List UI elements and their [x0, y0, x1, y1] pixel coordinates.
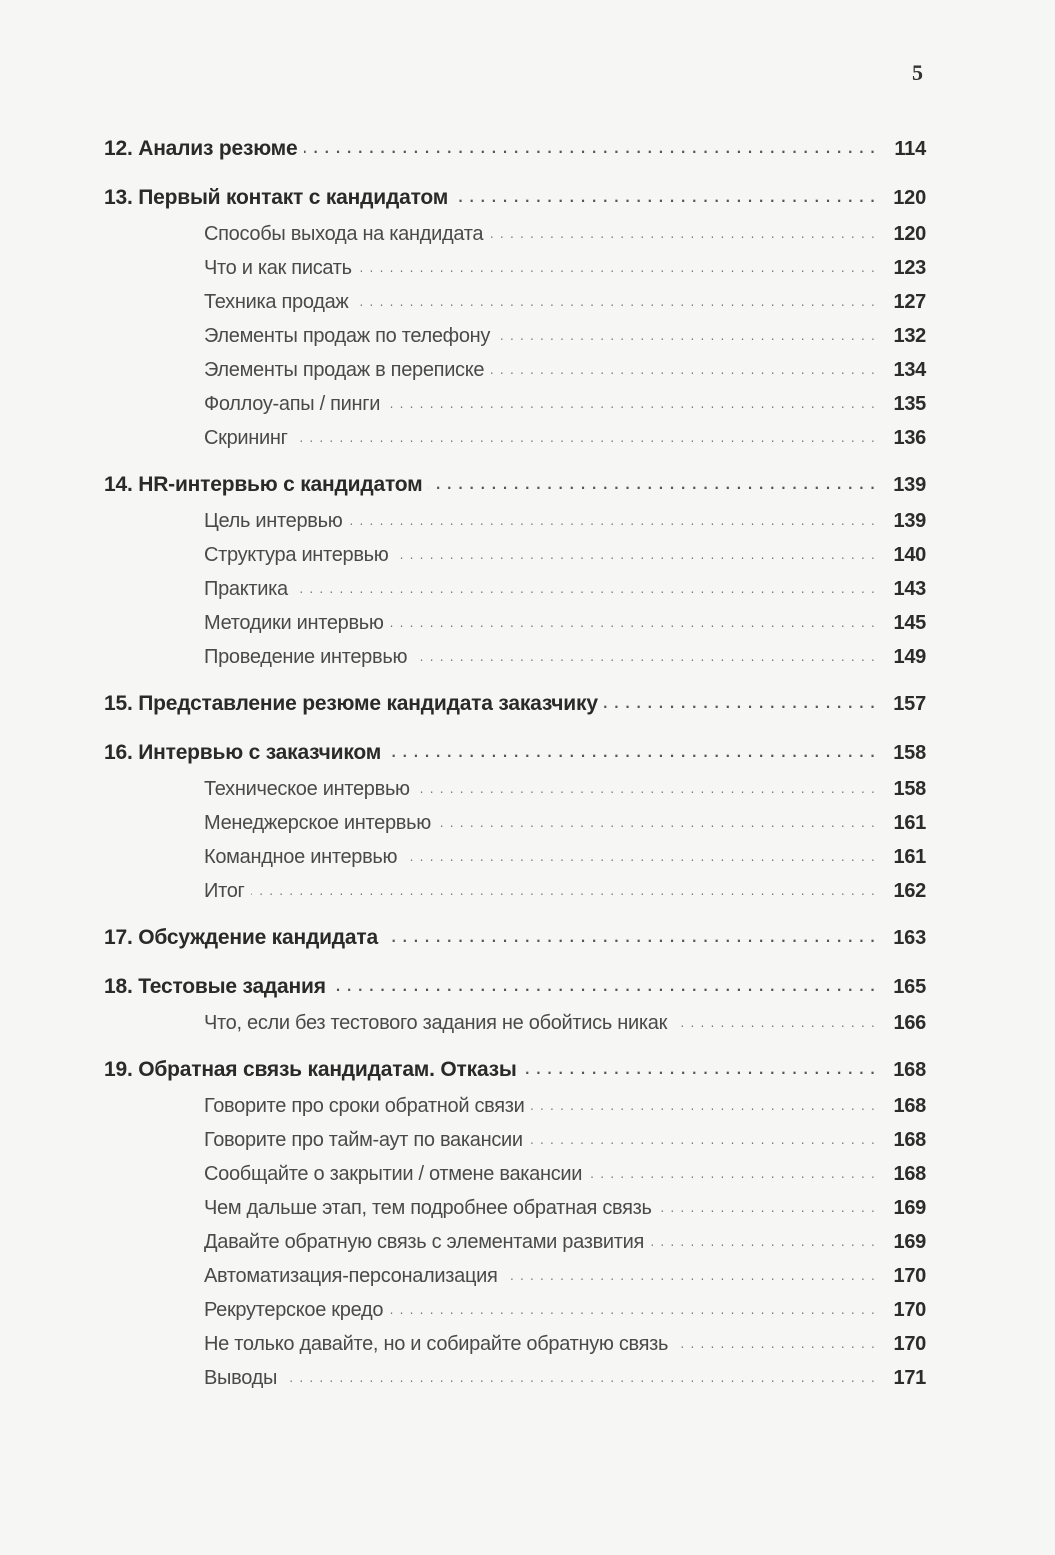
dot-leader — [358, 261, 876, 275]
section-page-number: 166 — [893, 1012, 926, 1034]
toc-section-entry[interactable] — [104, 427, 926, 461]
chapter-title: 14. HR-интервью с кандидатом — [104, 473, 423, 496]
dot-leader — [294, 431, 876, 445]
page-number: 5 — [912, 60, 923, 85]
section-title: Элементы продаж в переписке — [204, 359, 485, 381]
dot-leader — [354, 295, 876, 309]
dot-leader — [673, 1016, 876, 1030]
dot-leader — [416, 782, 876, 796]
section-page-number: 120 — [893, 223, 926, 245]
toc-chapter-entry[interactable] — [104, 692, 926, 729]
toc-chapter-12 — [104, 137, 926, 174]
section-page-number: 169 — [893, 1231, 926, 1253]
section-page-number: 145 — [893, 612, 926, 634]
section-title: Цель интервью — [204, 510, 343, 532]
toc-section-entry[interactable] — [104, 812, 926, 846]
section-page-number: 171 — [893, 1367, 926, 1389]
toc-section-entry[interactable] — [104, 223, 926, 257]
dot-leader — [386, 397, 876, 411]
dot-leader — [490, 363, 876, 377]
section-title: Техника продаж — [204, 291, 349, 313]
section-title: Менеджерское интервью — [204, 812, 431, 834]
section-page-number: 168 — [893, 1095, 926, 1117]
section-title: Говорите про тайм-аут по вакансии — [204, 1129, 523, 1151]
toc-chapter-15 — [104, 692, 926, 729]
dot-leader — [496, 329, 876, 343]
dot-leader — [390, 616, 876, 630]
dot-leader — [332, 980, 876, 994]
section-title: Автоматизация-персонализация — [204, 1265, 498, 1287]
toc-section-entry[interactable] — [104, 544, 926, 578]
section-page-number: 168 — [893, 1129, 926, 1151]
chapter-page-number: 120 — [893, 187, 926, 209]
toc-chapter-14 — [104, 473, 926, 680]
section-page-number: 168 — [893, 1163, 926, 1185]
table-of-contents — [104, 137, 926, 1413]
toc-section-entry[interactable] — [104, 1333, 926, 1367]
dot-leader — [529, 1133, 876, 1147]
dot-leader — [294, 582, 876, 596]
section-title: Практика — [204, 578, 288, 600]
chapter-page-number: 165 — [893, 976, 926, 998]
chapter-page-number: 139 — [893, 474, 926, 496]
chapter-title: 12. Анализ резюме — [104, 137, 298, 160]
toc-chapter-entry[interactable] — [104, 137, 926, 174]
dot-leader — [674, 1337, 876, 1351]
toc-section-entry[interactable] — [104, 1367, 926, 1401]
toc-chapter-entry[interactable] — [104, 1058, 926, 1095]
section-page-number: 140 — [893, 544, 926, 566]
toc-section-entry[interactable] — [104, 1012, 926, 1046]
toc-section-entry[interactable] — [104, 1163, 926, 1197]
dot-leader — [394, 548, 876, 562]
toc-chapter-entry[interactable] — [104, 926, 926, 963]
section-title: Проведение интервью — [204, 646, 408, 668]
toc-chapter-16 — [104, 741, 926, 914]
dot-leader — [251, 884, 876, 898]
section-title: Что, если без тестового задания не обойтись никак — [204, 1012, 668, 1034]
chapter-title: 17. Обсуждение кандидата — [104, 926, 378, 949]
section-title: Элементы продаж по телефону — [204, 325, 491, 347]
toc-section-entry[interactable] — [104, 578, 926, 612]
toc-section-entry[interactable] — [104, 393, 926, 427]
section-title: Не только давайте, но и собирайте обратную связь — [204, 1333, 669, 1355]
section-page-number: 169 — [893, 1197, 926, 1219]
section-page-number: 134 — [893, 359, 926, 381]
toc-section-entry[interactable] — [104, 359, 926, 393]
toc-section-entry[interactable] — [104, 1299, 926, 1333]
chapter-page-number: 158 — [893, 742, 926, 764]
section-page-number: 123 — [893, 257, 926, 279]
section-page-number: 139 — [893, 510, 926, 532]
toc-section-entry[interactable] — [104, 1095, 926, 1129]
toc-section-entry[interactable] — [104, 510, 926, 544]
section-title: Чем дальше этап, тем подробнее обратная связь — [204, 1197, 652, 1219]
dot-leader — [504, 1269, 876, 1283]
section-title: Способы выхода на кандидата — [204, 223, 484, 245]
toc-section-entry[interactable] — [104, 325, 926, 359]
section-page-number: 170 — [893, 1299, 926, 1321]
section-title: Рекрутерское кредо — [204, 1299, 384, 1321]
dot-leader — [428, 478, 876, 492]
section-page-number: 127 — [893, 291, 926, 313]
toc-section-entry[interactable] — [104, 291, 926, 325]
chapter-title: 19. Обратная связь кандидатам. Отказы — [104, 1058, 517, 1081]
toc-section-entry[interactable] — [104, 1129, 926, 1163]
section-title: Сообщайте о закрытии / отмене вакансии — [204, 1163, 583, 1185]
section-page-number: 132 — [893, 325, 926, 347]
toc-chapter-19 — [104, 1058, 926, 1401]
chapter-page-number: 163 — [893, 927, 926, 949]
chapter-page-number: 157 — [893, 693, 926, 715]
dot-leader — [588, 1167, 876, 1181]
section-title: Фоллоу-апы / пинги — [204, 393, 381, 415]
chapter-title: 16. Интервью с заказчиком — [104, 741, 382, 764]
section-page-number: 135 — [893, 393, 926, 415]
dot-leader — [531, 1099, 876, 1113]
section-title: Скрининг — [204, 427, 288, 449]
toc-chapter-entry[interactable] — [104, 186, 926, 223]
dot-leader — [389, 1303, 876, 1317]
dot-leader — [523, 1063, 876, 1077]
section-title: Техническое интервью — [204, 778, 410, 800]
toc-chapter-entry[interactable] — [104, 975, 926, 1012]
toc-section-entry[interactable] — [104, 646, 926, 680]
toc-section-entry[interactable] — [104, 257, 926, 291]
dot-leader — [387, 746, 876, 760]
section-title: Структура интервью — [204, 544, 389, 566]
toc-chapter-17 — [104, 926, 926, 963]
toc-section-entry[interactable] — [104, 1197, 926, 1231]
section-page-number: 161 — [893, 812, 926, 834]
chapter-title: 13. Первый контакт с кандидатом — [104, 186, 449, 209]
dot-leader — [413, 650, 876, 664]
dot-leader — [604, 697, 876, 711]
toc-chapter-entry[interactable] — [104, 741, 926, 778]
toc-chapter-18 — [104, 975, 926, 1046]
dot-leader — [437, 816, 876, 830]
dot-leader — [304, 142, 877, 156]
section-page-number: 158 — [893, 778, 926, 800]
section-page-number: 170 — [893, 1265, 926, 1287]
chapter-title: 18. Тестовые задания — [104, 975, 326, 998]
section-title: Итог — [204, 880, 245, 902]
toc-section-entry[interactable] — [104, 1265, 926, 1299]
chapter-page-number: 114 — [894, 138, 926, 160]
chapter-title: 15. Представление резюме кандидата заказчику — [104, 692, 598, 715]
dot-leader — [658, 1201, 876, 1215]
dot-leader — [454, 191, 876, 205]
toc-chapter-entry[interactable] — [104, 473, 926, 510]
section-title: Командное интервью — [204, 846, 398, 868]
toc-section-entry[interactable] — [104, 1231, 926, 1265]
toc-section-entry[interactable] — [104, 778, 926, 812]
section-title: Давайте обратную связь с элементами развития — [204, 1231, 645, 1253]
dot-leader — [283, 1371, 876, 1385]
section-page-number: 149 — [893, 646, 926, 668]
section-page-number: 161 — [893, 846, 926, 868]
section-page-number: 136 — [893, 427, 926, 449]
dot-leader — [403, 850, 876, 864]
dot-leader — [650, 1235, 876, 1249]
section-title: Что и как писать — [204, 257, 352, 279]
dot-leader — [384, 931, 876, 945]
toc-section-entry[interactable] — [104, 846, 926, 880]
toc-chapter-13 — [104, 186, 926, 461]
toc-section-entry[interactable] — [104, 880, 926, 914]
section-title: Выводы — [204, 1367, 278, 1389]
toc-section-entry[interactable] — [104, 612, 926, 646]
section-title: Методики интервью — [204, 612, 384, 634]
section-page-number: 170 — [893, 1333, 926, 1355]
section-page-number: 143 — [893, 578, 926, 600]
chapter-page-number: 168 — [893, 1059, 926, 1081]
section-page-number: 162 — [893, 880, 926, 902]
dot-leader — [348, 514, 876, 528]
dot-leader — [489, 227, 876, 241]
section-title: Говорите про сроки обратной связи — [204, 1095, 525, 1117]
